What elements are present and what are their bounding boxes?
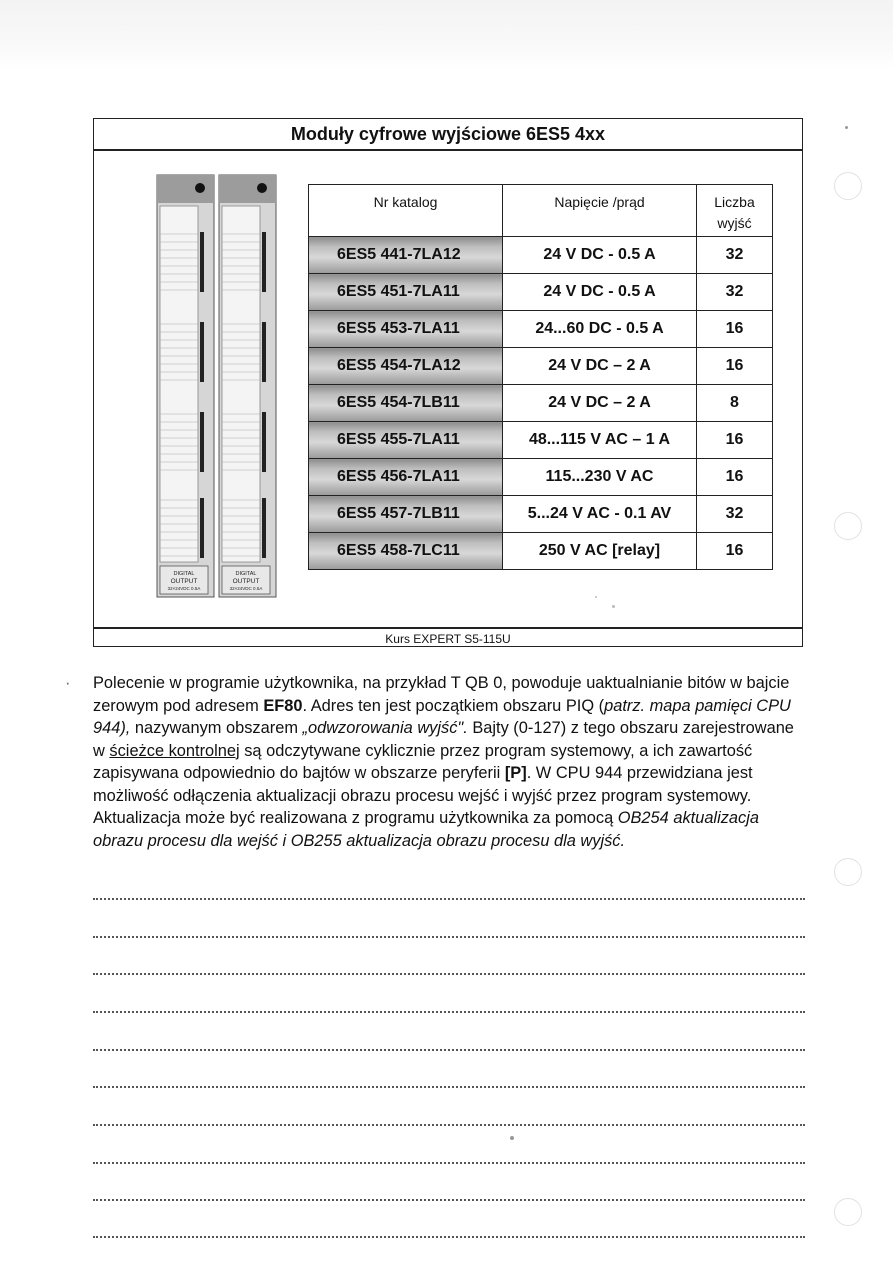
catalog-number: 6ES5 456-7LA11 bbox=[309, 459, 503, 496]
voltage-current: 24 V DC - 0.5 A bbox=[503, 274, 697, 311]
text-run: . W CPU 944 przewidziana jest możliwość odłączenia aktualizacji obrazu procesu wejść i wyjść przez program systemowy. Aktualizacja może być realizowana z programu użytkownika za pomocą bbox=[93, 764, 753, 827]
header-voltage: Napięcie /prąd bbox=[503, 185, 697, 237]
module-label-left-1: DIGITAL bbox=[173, 571, 195, 577]
output-count: 16 bbox=[697, 533, 773, 570]
catalog-number: 6ES5 457-7LB11 bbox=[309, 496, 503, 533]
catalog-number: 6ES5 441-7LA12 bbox=[309, 237, 503, 274]
header-outputs-line1: Liczba bbox=[714, 194, 755, 210]
slide-footer: Kurs EXPERT S5-115U bbox=[94, 627, 802, 649]
module-label-left-3: 32×24VDC 0.5A bbox=[167, 586, 201, 591]
slide-frame bbox=[93, 118, 803, 647]
output-count: 16 bbox=[697, 422, 773, 459]
catalog-number: 6ES5 455-7LA11 bbox=[309, 422, 503, 459]
text-run: . Adres ten jest początkiem obszaru PIQ ( bbox=[302, 696, 605, 715]
table-row bbox=[309, 496, 773, 533]
output-count: 32 bbox=[697, 496, 773, 533]
voltage-current: 24 V DC - 0.5 A bbox=[503, 237, 697, 274]
header-outputs-line2: wyjść bbox=[717, 215, 752, 231]
table-row bbox=[309, 311, 773, 348]
voltage-current: 24...60 DC - 0.5 A bbox=[503, 311, 697, 348]
voltage-current: 250 V AC [relay] bbox=[503, 533, 697, 570]
module-picture bbox=[156, 174, 280, 598]
module-label-right-3: 32×24VDC 0.5A bbox=[229, 586, 263, 591]
area-name-italic: „odwzorowania wyjść". bbox=[302, 719, 468, 737]
output-count: 16 bbox=[697, 311, 773, 348]
bullet-mark: · bbox=[65, 674, 71, 692]
catalog-number: 6ES5 453-7LA11 bbox=[309, 311, 503, 348]
module-label-right-1: DIGITAL bbox=[235, 571, 257, 577]
dotted-line bbox=[93, 898, 805, 900]
catalog-number: 6ES5 454-7LB11 bbox=[309, 385, 503, 422]
table-row bbox=[309, 385, 773, 422]
memory-map-ref: patrz. mapa pamięci CPU 944), bbox=[93, 696, 791, 737]
dotted-line bbox=[93, 1162, 805, 1164]
catalog-number: 6ES5 458-7LC11 bbox=[309, 533, 503, 570]
punch-hole bbox=[834, 512, 862, 540]
address-bold: EF80 bbox=[263, 696, 303, 715]
module-label-right-2: OUTPUT bbox=[232, 578, 260, 585]
output-count: 32 bbox=[697, 237, 773, 274]
table-row bbox=[309, 348, 773, 385]
dotted-line bbox=[93, 1011, 805, 1013]
catalog-number: 6ES5 451-7LA11 bbox=[309, 274, 503, 311]
speck bbox=[510, 1136, 514, 1140]
output-count: 32 bbox=[697, 274, 773, 311]
table-row bbox=[309, 237, 773, 274]
punch-hole bbox=[834, 1198, 862, 1226]
header-catalog: Nr katalog bbox=[309, 185, 503, 237]
voltage-current: 115...230 V AC bbox=[503, 459, 697, 496]
module-left bbox=[157, 175, 214, 597]
dotted-line bbox=[93, 1199, 805, 1201]
table-row bbox=[309, 274, 773, 311]
text-run: Bajty (0-127) z tego obszaru zarejestrowane w bbox=[93, 719, 794, 760]
punch-hole bbox=[834, 858, 862, 886]
header-outputs bbox=[697, 185, 773, 237]
voltage-current: 48...115 V AC – 1 A bbox=[503, 422, 697, 459]
table-row bbox=[309, 533, 773, 570]
scan-shadow bbox=[0, 0, 893, 70]
ob-ref-italic: OB254 aktualizacja obrazu procesu dla wejść i OB255 aktualizacja obrazu procesu dla wyjść. bbox=[93, 809, 759, 850]
output-count: 8 bbox=[697, 385, 773, 422]
control-path-underline: ścieżce kontrolnej bbox=[109, 741, 240, 760]
dotted-line bbox=[93, 1086, 805, 1088]
voltage-current: 24 V DC – 2 A bbox=[503, 385, 697, 422]
text-run: Polecenie w programie użytkownika, na przykład T QB 0, powoduje uaktualnianie bitów w bajcie zerowym pod adresem bbox=[93, 674, 790, 715]
output-count: 16 bbox=[697, 348, 773, 385]
text-run: nazywanym obszarem bbox=[130, 719, 303, 737]
voltage-current: 24 V DC – 2 A bbox=[503, 348, 697, 385]
module-label-left-2: OUTPUT bbox=[170, 578, 198, 585]
dotted-line bbox=[93, 973, 805, 975]
table-row bbox=[309, 459, 773, 496]
output-count: 16 bbox=[697, 459, 773, 496]
slide-title: Moduły cyfrowe wyjściowe 6ES5 4xx bbox=[94, 119, 802, 151]
periphery-bold: [P] bbox=[504, 764, 527, 782]
catalog-table bbox=[308, 184, 773, 570]
voltage-current: 5...24 V AC - 0.1 AV bbox=[503, 496, 697, 533]
dotted-line bbox=[93, 1236, 805, 1238]
speck bbox=[845, 126, 848, 129]
dotted-line bbox=[93, 1124, 805, 1126]
table-row bbox=[309, 422, 773, 459]
body-paragraph bbox=[65, 672, 803, 852]
table-header-row bbox=[309, 185, 773, 237]
dotted-line bbox=[93, 936, 805, 938]
punch-hole bbox=[834, 172, 862, 200]
text-run: są odczytywane cyklicznie przez program systemowy, a ich zawartość zapisywana odpowiednio do bajtów w obszarze peryferii bbox=[93, 741, 753, 782]
dotted-line bbox=[93, 1049, 805, 1051]
catalog-number: 6ES5 454-7LA12 bbox=[309, 348, 503, 385]
paragraph-text bbox=[93, 672, 803, 852]
module-right bbox=[219, 175, 276, 597]
